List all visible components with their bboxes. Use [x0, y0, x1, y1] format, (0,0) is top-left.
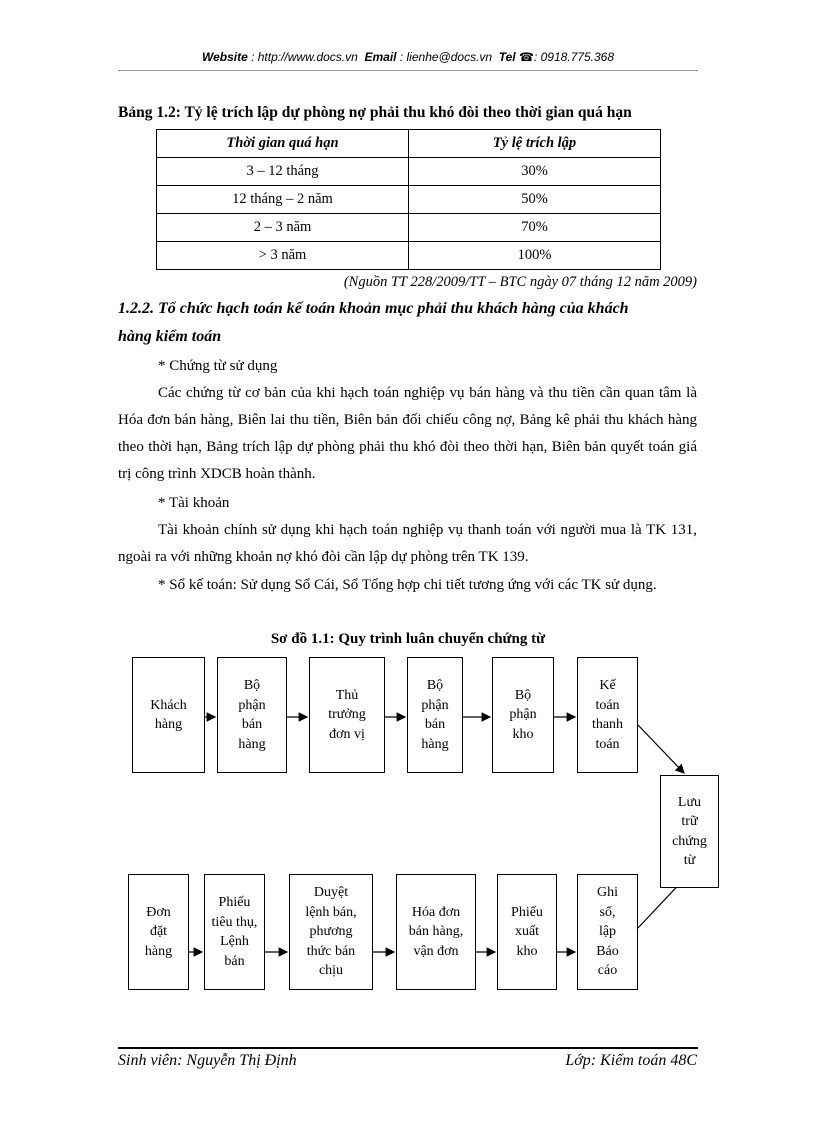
docs-label: * Chứng từ sử dụng — [158, 358, 278, 374]
section-heading-cont: hàng kiểm toán — [118, 328, 222, 345]
email-value: : lienhe@docs.vn — [399, 50, 493, 64]
flow-box-customer — [132, 657, 205, 773]
flow-box-issue-note — [497, 874, 557, 990]
flow-box-label: Lưu trữ chứng từ — [672, 794, 707, 868]
account-label: * Tài khoản — [158, 495, 230, 511]
table-source: (Nguồn TT 228/2009/TT – BTC ngày 07 tháng 12 năm 2009) — [343, 274, 697, 290]
flow-box-label: Thủ trưởng đơn vị — [328, 687, 366, 742]
books-paragraph: * Sổ kế toán: Sử dụng Sổ Cái, Sổ Tổng hợp chi tiết tương ứng với các TK sử dụng. — [158, 577, 657, 593]
flow-box-payment-accounting — [577, 657, 638, 773]
flow-box-warehouse — [492, 657, 554, 773]
flow-box-label: Bộ phận kho — [509, 687, 537, 742]
table-header-cell: Thời gian quá hạn — [157, 130, 409, 158]
section-heading: 1.2.2. Tổ chức hạch toán kế toán khoản mục phải thu khách hàng của khách — [118, 300, 629, 317]
flow-arrow — [638, 725, 684, 773]
table-cell: 30% — [409, 158, 661, 186]
tel-label: Tel — [498, 50, 516, 64]
phone-icon: ☎ — [519, 50, 534, 64]
table-cell: 70% — [409, 214, 661, 242]
table-cell: 100% — [409, 242, 661, 270]
flow-box-sales-dept — [217, 657, 287, 773]
table-cell: 12 tháng – 2 năm — [157, 186, 409, 214]
table-title: Bảng 1.2: Tỷ lệ trích lập dự phòng nợ phải thu khó đòi theo thời gian quá hạn — [118, 104, 632, 121]
table-cell: 2 – 3 năm — [157, 214, 409, 242]
flow-box-sales-dept-2 — [407, 657, 463, 773]
account-paragraph: Tài khoản chính sử dụng khi hạch toán nghiệp vụ thanh toán với người mua là TK 131, ngoài ra với những khoản nợ khó đòi cần lập dự phòng trên TK 139. — [118, 522, 697, 565]
flow-box-label: Duyệt lệnh bán, phương thức bán chịu — [305, 885, 357, 979]
table-header-cell: Tỷ lệ trích lập — [409, 130, 661, 158]
table-cell: 50% — [409, 186, 661, 214]
flow-box-label: Ghi sổ, lập Báo cáo — [596, 885, 619, 979]
footer-student: Sinh viên: Nguyễn Thị Định — [118, 1052, 297, 1069]
website-value: : http://www.docs.vn — [251, 50, 358, 64]
flow-box-label: Bộ phận bán hàng — [421, 678, 449, 752]
flow-box-recording — [577, 874, 638, 990]
flow-box-label: Hóa đơn bán hàng, vận đơn — [408, 904, 464, 959]
flow-box-purchase-order — [128, 874, 189, 990]
flow-box-unit-head — [309, 657, 385, 773]
flow-box-label: Phiếu tiêu thụ, Lệnh bán — [211, 895, 258, 969]
tel-value: : 0918.775.368 — [533, 50, 615, 64]
flow-box-label: Đơn đặt hàng — [144, 904, 173, 959]
flow-box-invoice — [396, 874, 476, 990]
flow-box-credit-approval — [289, 874, 373, 990]
flow-box-label: Kế toán thanh toán — [591, 678, 624, 752]
flow-box-label: Bộ phận bán hàng — [238, 678, 266, 752]
docs-paragraph: Các chứng từ cơ bản của khi hạch toán nghiệp vụ bán hàng và thu tiền cần quan tâm là Hóa đơn bán hàng, Biên lai thu tiền, Biên bản đối chiếu công nợ, Bảng kê phải thu khách hàng theo thời hạn, Bảng trích lập dự phòng phải thu khó đòi theo thời hạn, Biên bản quyết toán giá trị công trình XDCB hoàn thành. — [118, 385, 697, 482]
table-cell: 3 – 12 tháng — [157, 158, 409, 186]
website-label: Website — [201, 50, 248, 64]
table-cell: > 3 năm — [157, 242, 409, 270]
diagram-title: Sơ đồ 1.1: Quy trình luân chuyển chứng từ — [270, 631, 546, 647]
footer-class: Lớp: Kiểm toán 48C — [565, 1052, 697, 1069]
flow-box-storage — [660, 775, 719, 888]
flow-box-label: Khách hàng — [150, 697, 187, 732]
flow-box-label: Phiếu xuất kho — [511, 904, 543, 959]
email-label: Email — [364, 50, 397, 64]
footer-rule — [118, 1047, 698, 1049]
flow-box-sales-slip — [204, 874, 265, 990]
